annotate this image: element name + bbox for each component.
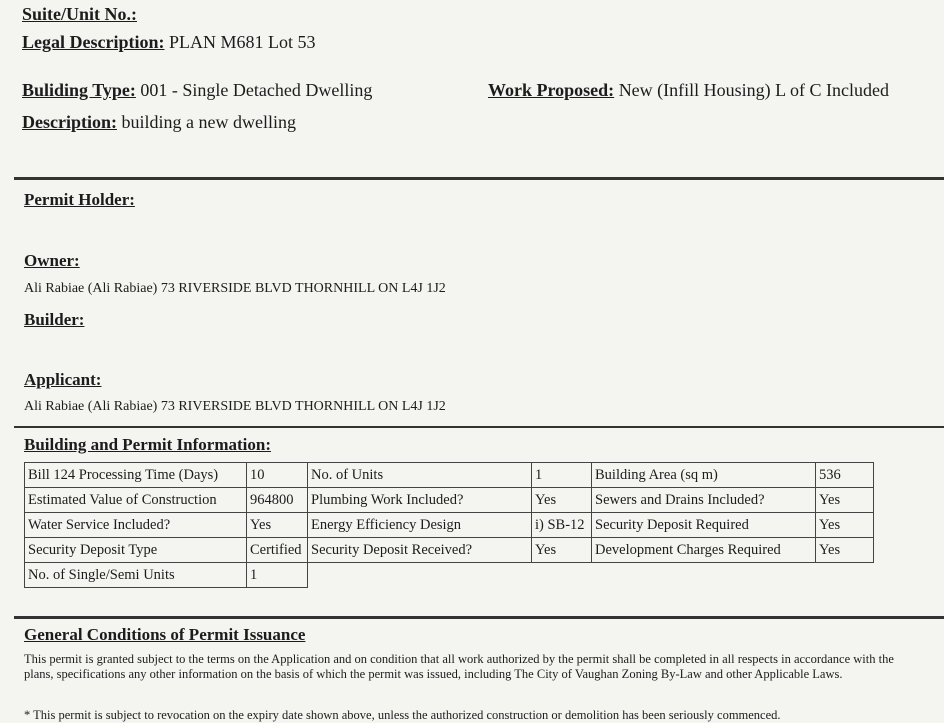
work-proposed-row: [488, 80, 889, 101]
legal-description-label: Legal Description:: [22, 32, 165, 52]
section-divider-bottom: [14, 616, 944, 619]
building-permit-info-table: [24, 462, 874, 588]
table-cell: Certified: [247, 538, 308, 563]
table-row: [25, 463, 874, 488]
building-type-label: Buliding Type:: [22, 80, 136, 100]
table-cell: 964800: [247, 488, 308, 513]
table-cell: Building Area (sq m): [592, 463, 816, 488]
table-cell: Plumbing Work Included?: [308, 488, 532, 513]
legal-description-value: PLAN M681 Lot 53: [168, 32, 316, 52]
table-cell: 1: [532, 463, 592, 488]
building-type-row: [22, 80, 372, 101]
applicant-label: Applicant:: [24, 370, 102, 389]
table-cell: 1: [247, 563, 308, 588]
building-type-value: 001 - Single Detached Dwelling: [140, 80, 373, 100]
table-cell: No. of Single/Semi Units: [25, 563, 247, 588]
table-row: [25, 488, 874, 513]
table-cell: Sewers and Drains Included?: [592, 488, 816, 513]
table-row: [25, 513, 874, 538]
table-row: [25, 563, 874, 588]
table-cell: Estimated Value of Construction: [25, 488, 247, 513]
table-cell: No. of Units: [308, 463, 532, 488]
table-cell: Bill 124 Processing Time (Days): [25, 463, 247, 488]
table-cell: Energy Efficiency Design: [308, 513, 532, 538]
table-cell: Security Deposit Type: [25, 538, 247, 563]
legal-description-row: [22, 32, 316, 53]
work-proposed-value: New (Infill Housing) L of C Included: [618, 80, 889, 100]
table-cell: Development Charges Required: [592, 538, 816, 563]
section-divider-top: [14, 177, 944, 180]
table-row: [25, 538, 874, 563]
table-cell: 536: [816, 463, 874, 488]
suite-unit-label: Suite/Unit No.:: [22, 4, 138, 24]
table-cell: Yes: [247, 513, 308, 538]
table-cell: Yes: [532, 488, 592, 513]
description-label: Description:: [22, 112, 117, 132]
general-conditions-paragraph: This permit is granted subject to the terms on the Application and on condition that all work authorized by the permit shall be completed in all respects in accordance with the plans, specifications any other information on the basis of which the permit was issued, including The City of Vaughan Zoning By-Law and other Applicable Laws.: [24, 652, 894, 681]
section-divider-middle: [14, 426, 944, 428]
table-cell: 10: [247, 463, 308, 488]
suite-unit-row: [22, 4, 137, 25]
table-cell: Security Deposit Required: [592, 513, 816, 538]
description-row: [22, 112, 296, 133]
work-proposed-label: Work Proposed:: [488, 80, 615, 100]
table-cell: Water Service Included?: [25, 513, 247, 538]
building-permit-info-title: Building and Permit Information:: [24, 435, 271, 454]
table-cell: Yes: [816, 538, 874, 563]
table-cell: Yes: [816, 513, 874, 538]
builder-label: Builder:: [24, 310, 85, 329]
general-conditions-title: General Conditions of Permit Issuance: [24, 625, 306, 644]
general-conditions-note: * This permit is subject to revocation on the expiry date shown above, unless the authorized construction or demolition has been seriously commenced.: [24, 708, 781, 722]
table-cell: Security Deposit Received?: [308, 538, 532, 563]
table-cell: Yes: [532, 538, 592, 563]
description-value: building a new dwelling: [121, 112, 296, 132]
table-cell: i) SB-12: [532, 513, 592, 538]
permit-holder-label: Permit Holder:: [24, 190, 135, 209]
owner-label: Owner:: [24, 251, 80, 270]
owner-value: Ali Rabiae (Ali Rabiae) 73 RIVERSIDE BLVD THORNHILL ON L4J 1J2: [24, 281, 446, 296]
applicant-value: Ali Rabiae (Ali Rabiae) 73 RIVERSIDE BLVD THORNHILL ON L4J 1J2: [24, 399, 446, 414]
table-cell: Yes: [816, 488, 874, 513]
